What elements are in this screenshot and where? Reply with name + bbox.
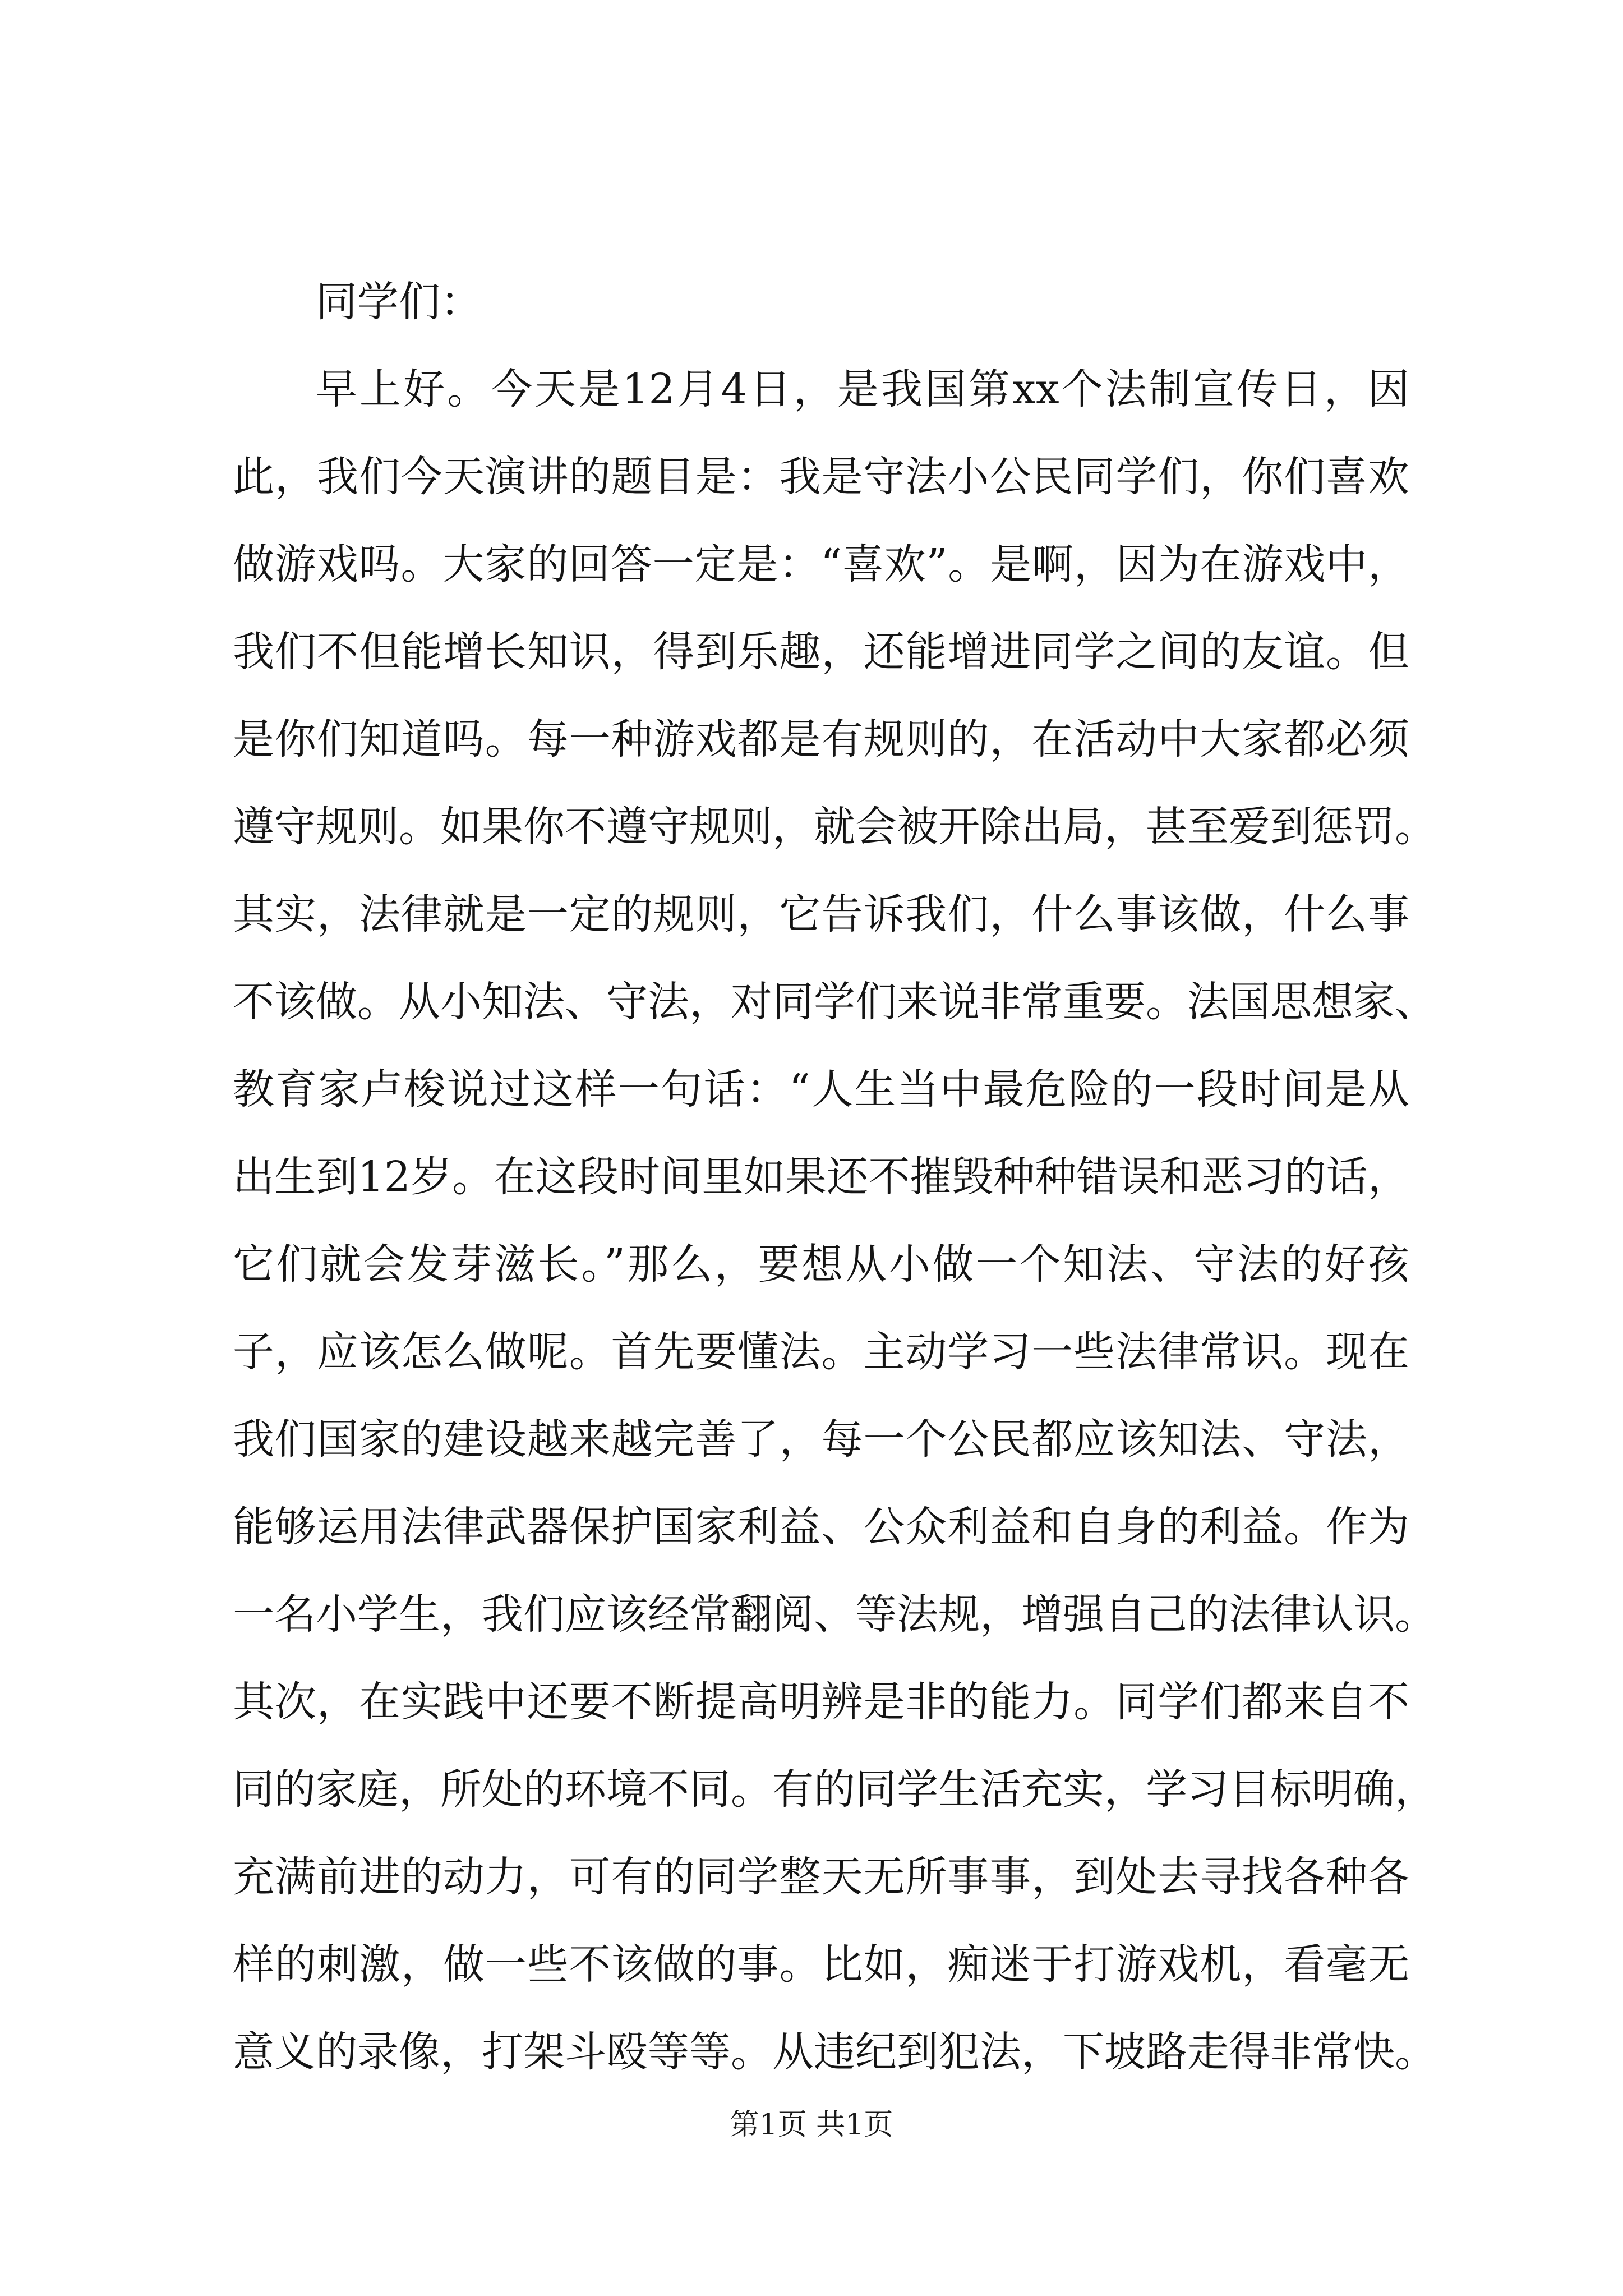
text-line: 是你们知道吗。每一种游戏都是有规则的，在活动中大家都必须 [233,715,1409,763]
text-line: 样的刺激，做一些不该做的事。比如，痴迷于打游戏机，看毫无 [233,1940,1409,1989]
text-line: 我们国家的建设越来越完善了，每一个公民都应该知法、守法， [233,1415,1409,1464]
text-line: 出生到12岁。在这段时间里如果还不摧毁种种错误和恶习的话， [233,1153,1409,1201]
text-line: 其次，在实践中还要不断提高明辨是非的能力。同学们都来自不 [233,1678,1409,1726]
text-line: 我们不但能增长知识，得到乐趣，还能增进同学之间的友谊。但 [233,628,1409,676]
text-line: 教育家卢梭说过这样一句话：“人生当中最危险的一段时间是从 [233,1065,1409,1114]
text-line: 充满前进的动力，可有的同学整天无所事事，到处去寻找各种各 [233,1853,1409,1901]
salutation-line: 同学们： [316,278,482,326]
text-line: 不该做。从小知法、守法，对同学们来说非常重要。法国思想家、 [233,978,1436,1026]
text-line: 此，我们今天演讲的题目是：我是守法小公民同学们，你们喜欢 [233,453,1409,501]
text-line: 遵守规则。如果你不遵守规则，就会被开除出局，甚至爱到惩罚。 [233,803,1436,851]
text-line: 同的家庭，所处的环境不同。有的同学生活充实，学习目标明确， [233,1765,1436,1814]
text-line: 一名小学生，我们应该经常翻阅、等法规，增强自己的法律认识。 [233,1590,1436,1639]
page-number-footer: 第1页 共1页 [730,2108,893,2142]
text-line: 做游戏吗。大家的回答一定是：“喜欢”。是啊，因为在游戏中， [233,540,1409,588]
text-line: 早上好。今天是12月4日，是我国第xx个法制宣传日，因 [316,365,1409,413]
text-line: 其实，法律就是一定的规则，它告诉我们，什么事该做，什么事 [233,890,1409,938]
text-line: 它们就会发芽滋长。”那么，要想从小做一个知法、守法的好孩 [233,1240,1409,1289]
speech-body [233,258,1436,2096]
text-line: 能够运用法律武器保护国家利益、公众利益和自身的利益。作为 [233,1503,1409,1551]
text-line: 子，应该怎么做呢。首先要懂法。主动学习一些法律常识。现在 [233,1328,1409,1376]
text-line: 意义的录像，打架斗殴等等。从违纪到犯法，下坡路走得非常快。 [233,2028,1436,2076]
